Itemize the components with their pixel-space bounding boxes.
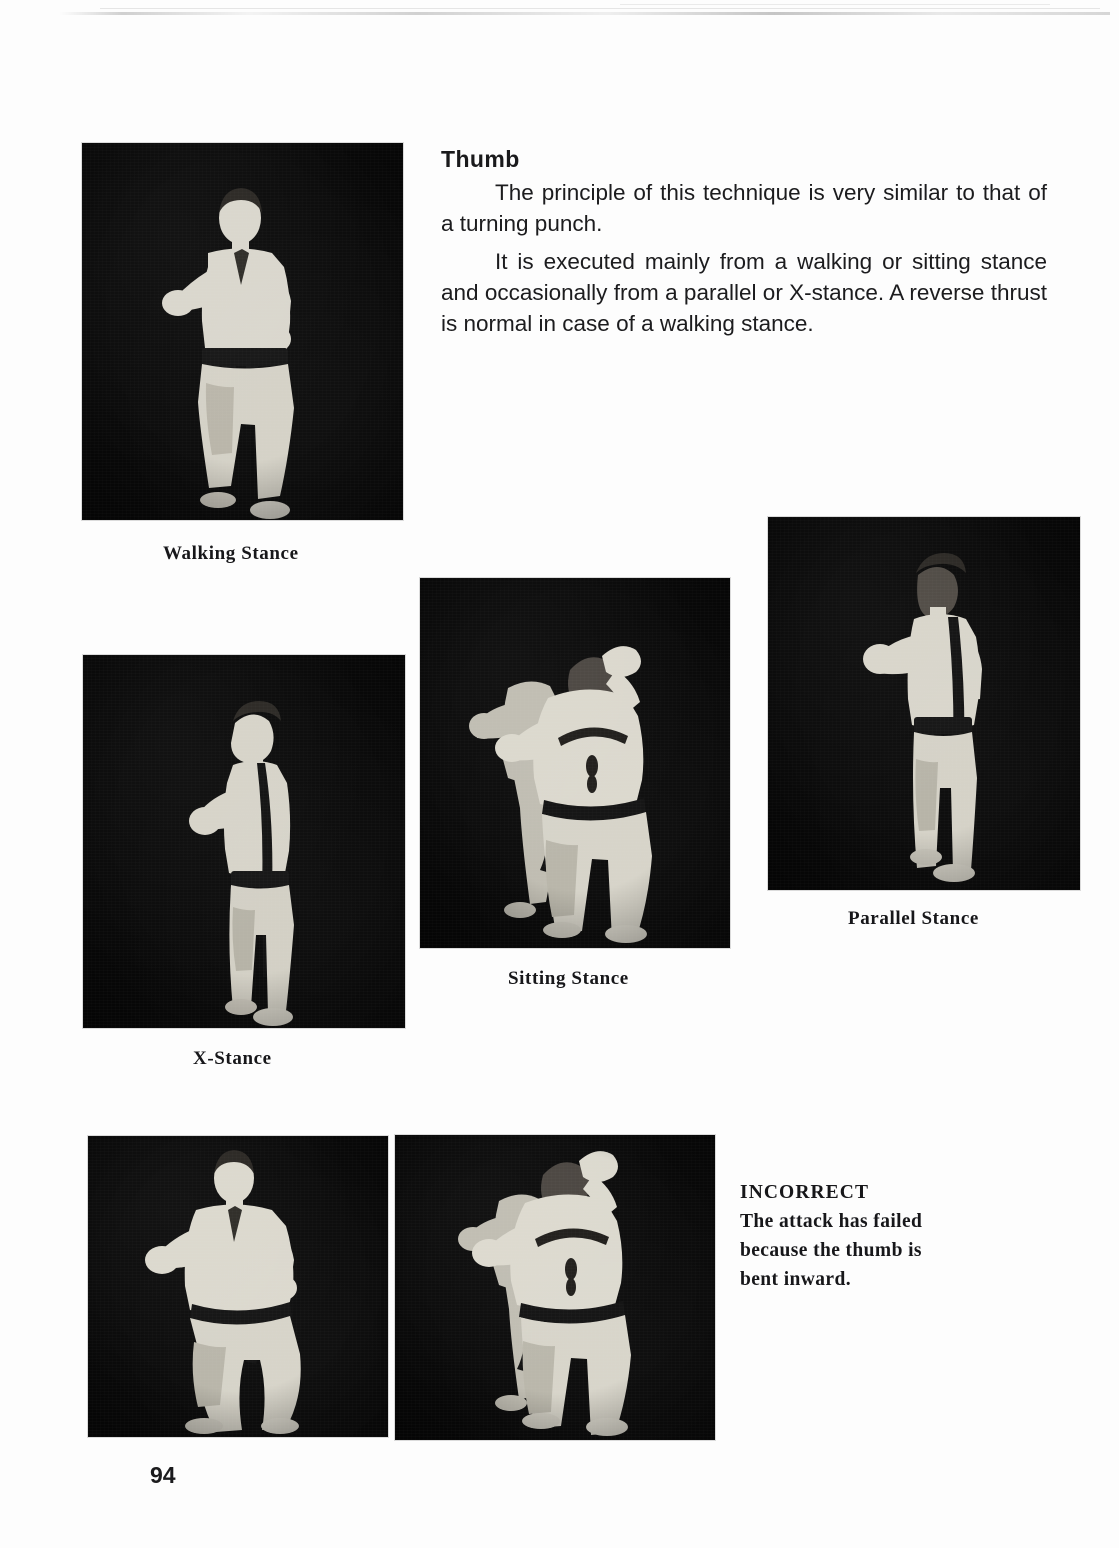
caption-x-stance: X-Stance xyxy=(193,1048,272,1069)
scan-artifact-streak xyxy=(60,12,1110,15)
incorrect-note-line-3: bent inward. xyxy=(740,1269,851,1290)
figure-photo-x-stance xyxy=(83,655,405,1028)
article-text-column xyxy=(441,146,1047,339)
x-stance-illustration xyxy=(83,655,405,1028)
walking-stance-illustration xyxy=(82,143,403,520)
scan-artifact-streak-secondary xyxy=(100,8,1100,9)
parallel-stance-illustration xyxy=(768,517,1080,890)
page-number: 94 xyxy=(150,1462,176,1488)
caption-walking-stance: Walking Stance xyxy=(163,543,299,564)
figure-photo-incorrect-front xyxy=(88,1136,388,1437)
figure-photo-sitting-stance xyxy=(420,578,730,948)
figure-photo-parallel-stance xyxy=(768,517,1080,890)
incorrect-front-illustration xyxy=(88,1136,388,1437)
incorrect-note xyxy=(740,1178,1040,1294)
article-paragraph-2: It is executed mainly from a walking or sitting stance and occasionally from a parallel or X-stance. A reverse thrust is normal in case of a walking stance. xyxy=(441,249,1047,336)
caption-parallel-stance: Parallel Stance xyxy=(848,908,979,929)
article-paragraph-1: The principle of this technique is very similar to that of a turning punch. xyxy=(441,180,1047,236)
incorrect-note-title: INCORRECT xyxy=(740,1182,870,1203)
incorrect-note-line-2: because the thumb is xyxy=(740,1240,922,1261)
sitting-stance-illustration xyxy=(420,578,730,948)
figure-photo-walking-stance xyxy=(82,143,403,520)
incorrect-note-line-1: The attack has failed xyxy=(740,1211,923,1232)
caption-sitting-stance: Sitting Stance xyxy=(508,968,629,989)
figure-photo-incorrect-rear xyxy=(395,1135,715,1440)
scan-artifact-streak-tertiary xyxy=(620,4,1050,5)
page-title: Thumb xyxy=(441,146,520,172)
incorrect-rear-illustration xyxy=(395,1135,715,1440)
